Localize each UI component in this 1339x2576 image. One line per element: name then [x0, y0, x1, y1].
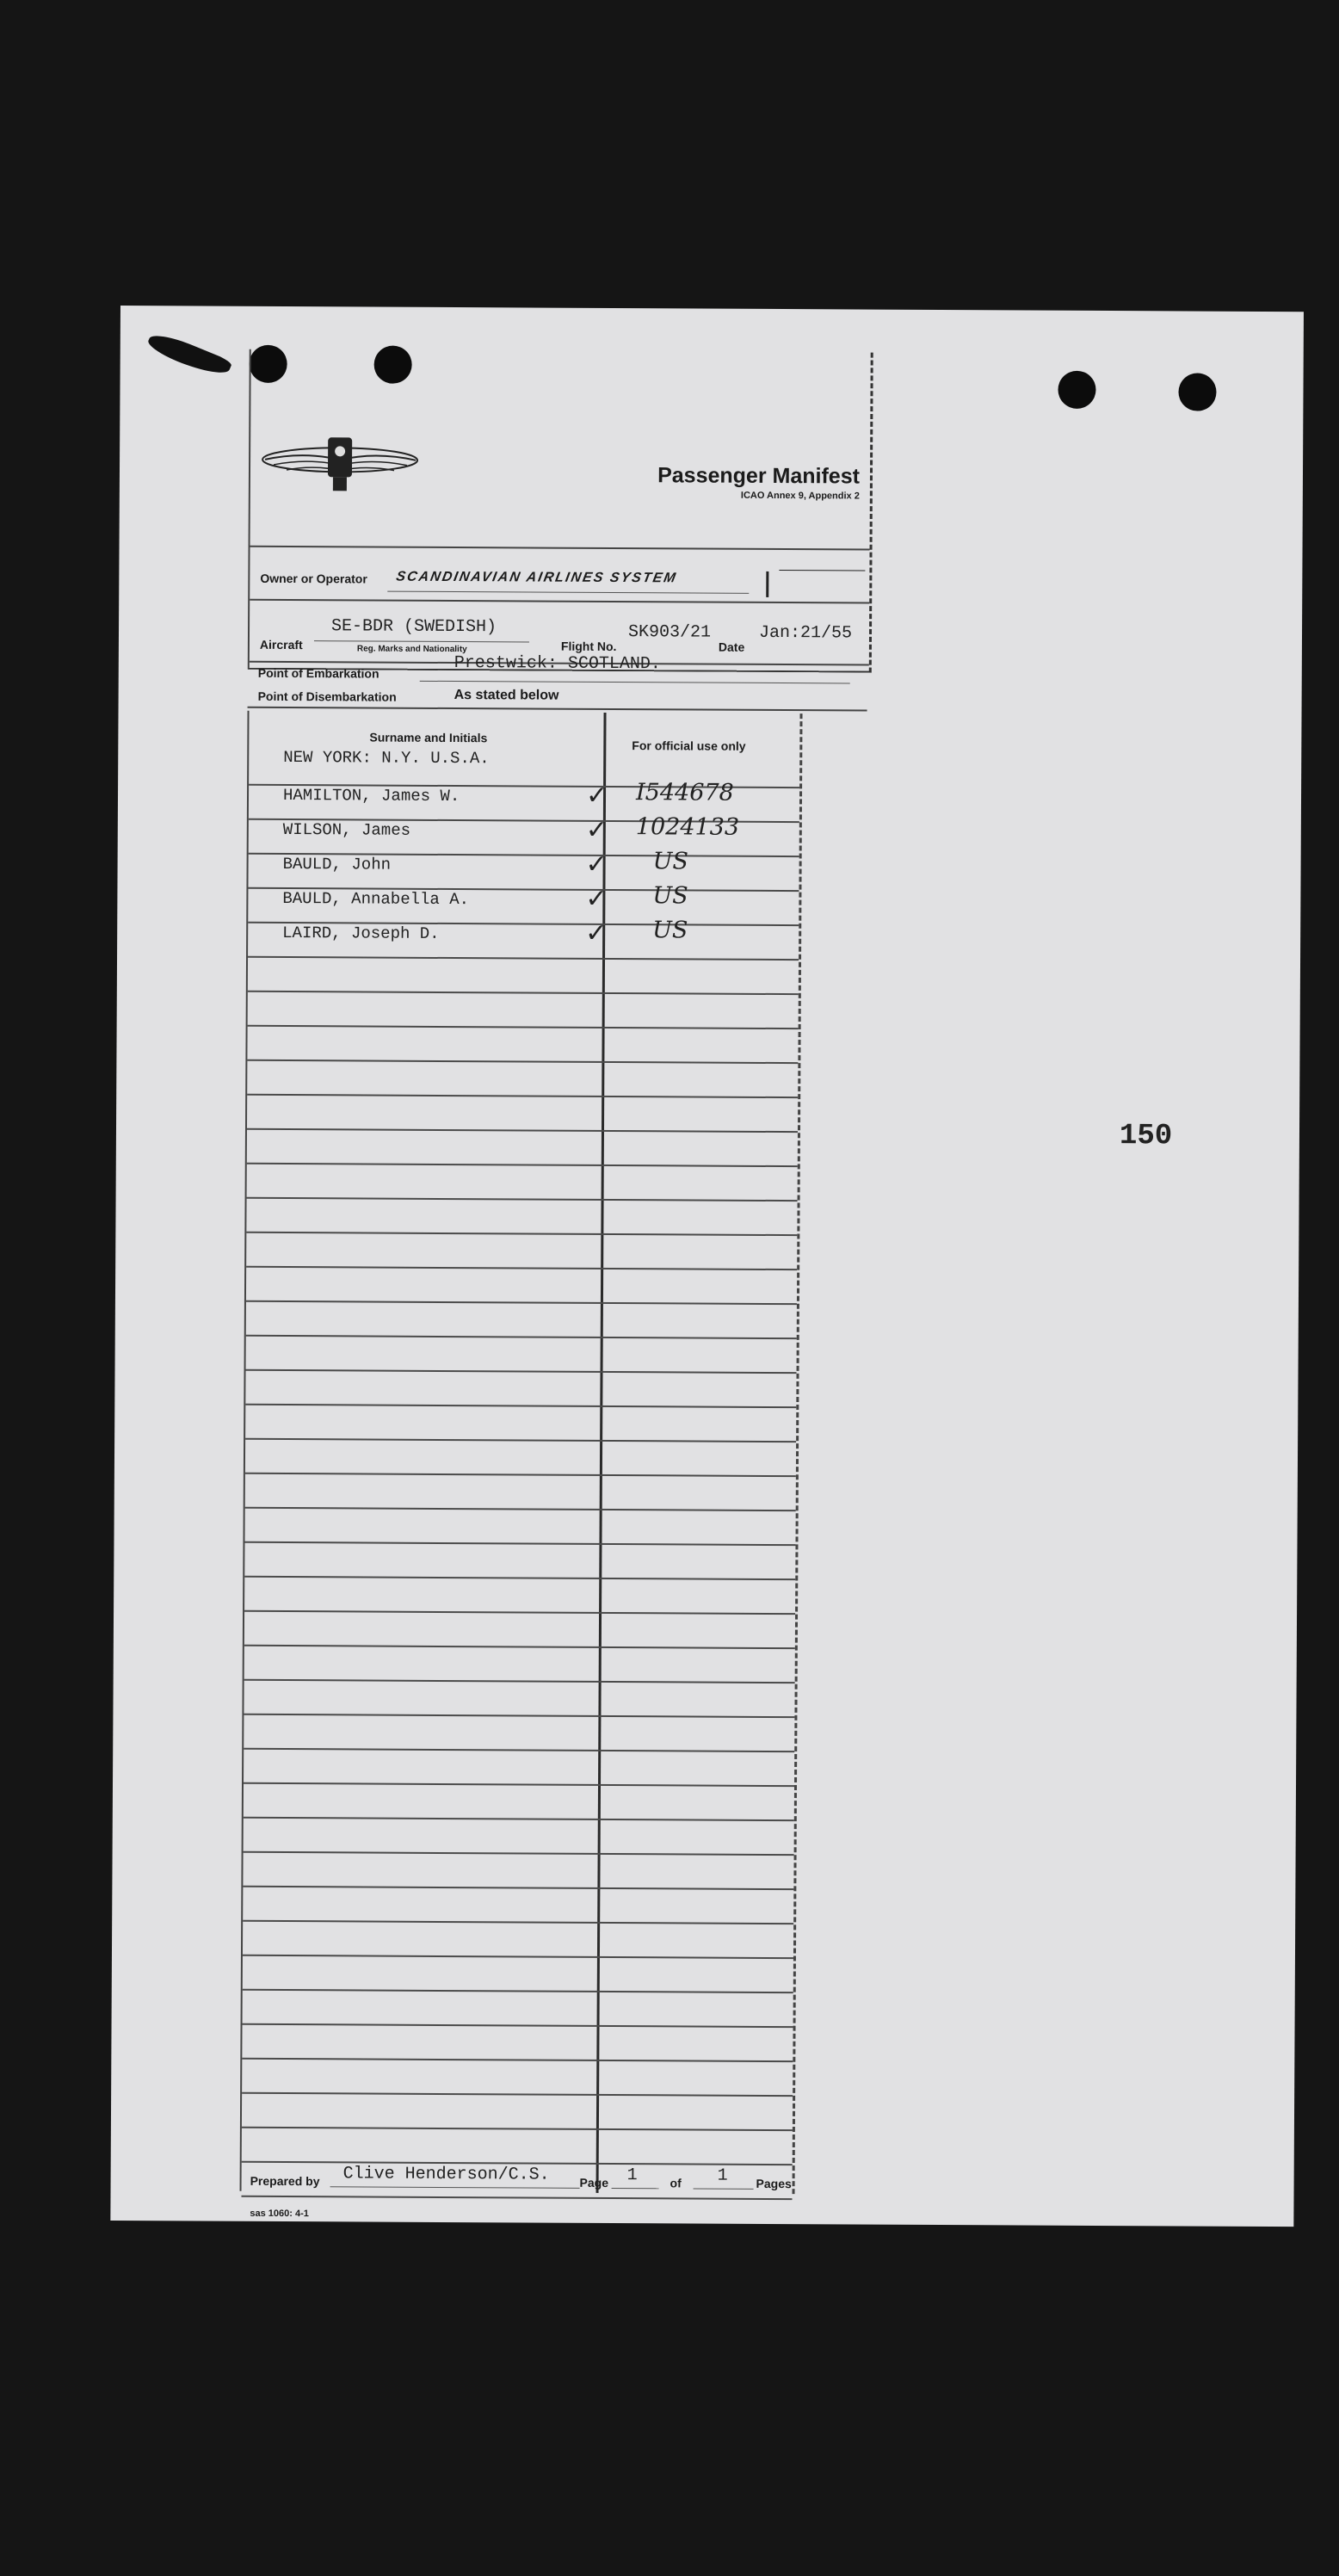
- punch-hole: [1178, 373, 1216, 411]
- row-line: [243, 1886, 793, 1890]
- owner-right-rule: [779, 570, 865, 571]
- of-label: of: [670, 2176, 682, 2190]
- row-line: [247, 1128, 798, 1133]
- check-mark-icon: ✓: [585, 883, 608, 914]
- passenger-name: WILSON, James: [282, 819, 411, 840]
- row-line: [244, 1679, 795, 1683]
- row-line: [242, 2058, 793, 2062]
- col-official-header: For official use only: [632, 738, 746, 753]
- form-footer: [239, 2157, 790, 2202]
- date-value: Jan:21/55: [758, 622, 853, 644]
- title-block: [657, 463, 860, 501]
- row-line: [244, 1610, 795, 1615]
- row-line: [244, 1576, 795, 1580]
- row-line: [242, 2092, 793, 2097]
- official-entry: US: [652, 917, 688, 944]
- row-line: [244, 1541, 795, 1546]
- of-underline: [694, 2189, 754, 2190]
- row-line: [247, 1163, 798, 1167]
- row-line: [248, 1025, 799, 1029]
- owner-label: Owner or Operator: [260, 571, 367, 586]
- passenger-name: HAMILTON, James W.: [282, 785, 460, 806]
- owner-slash: [766, 571, 768, 597]
- official-entry: 1024133: [635, 813, 740, 841]
- embark-underline: [420, 681, 850, 684]
- page-label: Page: [579, 2175, 609, 2190]
- row-line: [244, 1782, 794, 1787]
- check-mark-icon: ✓: [585, 780, 608, 811]
- aircraft-underline: [314, 640, 529, 642]
- row-line: [246, 1232, 797, 1236]
- manifest-form: [239, 349, 864, 2221]
- row-line: [246, 1369, 797, 1374]
- passenger-name: LAIRD, Joseph D.: [282, 923, 440, 943]
- form-number: sas 1060: 4-1: [250, 2208, 309, 2220]
- row-line: [245, 1507, 796, 1511]
- row-line: [243, 2023, 793, 2028]
- flight-value: SK903/21: [627, 622, 712, 643]
- owner-value: SCANDINAVIAN AIRLINES SYSTEM: [394, 569, 679, 586]
- check-mark-icon: ✓: [585, 917, 608, 948]
- ink-smudge: [145, 329, 233, 380]
- row-line: [243, 1920, 793, 1924]
- row-line: [247, 1094, 798, 1098]
- row-line: [244, 1851, 794, 1856]
- passenger-name: BAULD, John: [282, 854, 392, 874]
- embark-label: Point of Embarkation: [257, 665, 379, 681]
- header-rule: [250, 546, 870, 551]
- disembark-label: Point of Disembarkation: [257, 689, 397, 704]
- row-line: [248, 956, 799, 961]
- disembark-value: As stated below: [454, 688, 559, 703]
- reg-caption: Reg. Marks and Nationality: [356, 644, 467, 655]
- official-entry: US: [652, 848, 688, 875]
- embark-value: Prestwick: SCOTLAND.: [454, 653, 661, 675]
- flight-label: Flight No.: [560, 639, 617, 654]
- date-label: Date: [718, 639, 745, 654]
- row-line: [243, 1989, 793, 1993]
- row-line: [248, 991, 799, 995]
- winged-crest-logo-icon: [261, 436, 420, 497]
- official-entry: I544678: [635, 779, 734, 806]
- row-line: [247, 1059, 798, 1064]
- form-title: Passenger Manifest: [657, 463, 861, 489]
- row-line: [246, 1335, 797, 1339]
- aircraft-label: Aircraft: [259, 637, 303, 652]
- prepared-label: Prepared by: [250, 2173, 320, 2189]
- passenger-table: [240, 711, 803, 2194]
- form-header: [248, 349, 873, 673]
- row-line: [243, 1955, 793, 1959]
- row-line: [245, 1438, 796, 1442]
- stamp-number: 150: [1119, 1120, 1173, 1153]
- form-subtitle: ICAO Annex 9, Appendix 2: [740, 490, 860, 502]
- pages-label: Pages: [756, 2176, 792, 2191]
- prepared-underline: [330, 2186, 580, 2189]
- col-name-header: Surname and Initials: [369, 730, 488, 745]
- page-underline: [612, 2188, 659, 2189]
- row-line: [244, 1817, 794, 1821]
- prepared-value: Clive Henderson/C.S.: [342, 2164, 550, 2185]
- row-line: [245, 1473, 796, 1477]
- manifest-sheet: [110, 306, 1304, 2227]
- row-line: [246, 1300, 797, 1305]
- punch-hole: [1058, 371, 1095, 409]
- owner-rule: [250, 599, 869, 604]
- check-mark-icon: ✓: [585, 814, 608, 845]
- page-value: 1: [626, 2165, 638, 2186]
- passenger-name: BAULD, Annabella A.: [282, 888, 470, 910]
- row-line: [244, 1714, 794, 1718]
- destination-value: NEW YORK: N.Y. U.S.A.: [283, 747, 490, 769]
- row-line: [242, 2127, 793, 2131]
- owner-underline: [387, 591, 749, 594]
- row-line: [247, 1197, 798, 1202]
- row-line: [244, 1645, 795, 1649]
- official-entry: US: [652, 882, 688, 910]
- check-mark-icon: ✓: [585, 849, 608, 880]
- of-value: 1: [717, 2165, 728, 2186]
- row-line: [244, 1748, 794, 1752]
- row-line: [246, 1266, 797, 1270]
- passenger-rows: [250, 711, 800, 713]
- aircraft-value: SE-BDR (SWEDISH): [330, 616, 497, 638]
- row-line: [245, 1404, 796, 1408]
